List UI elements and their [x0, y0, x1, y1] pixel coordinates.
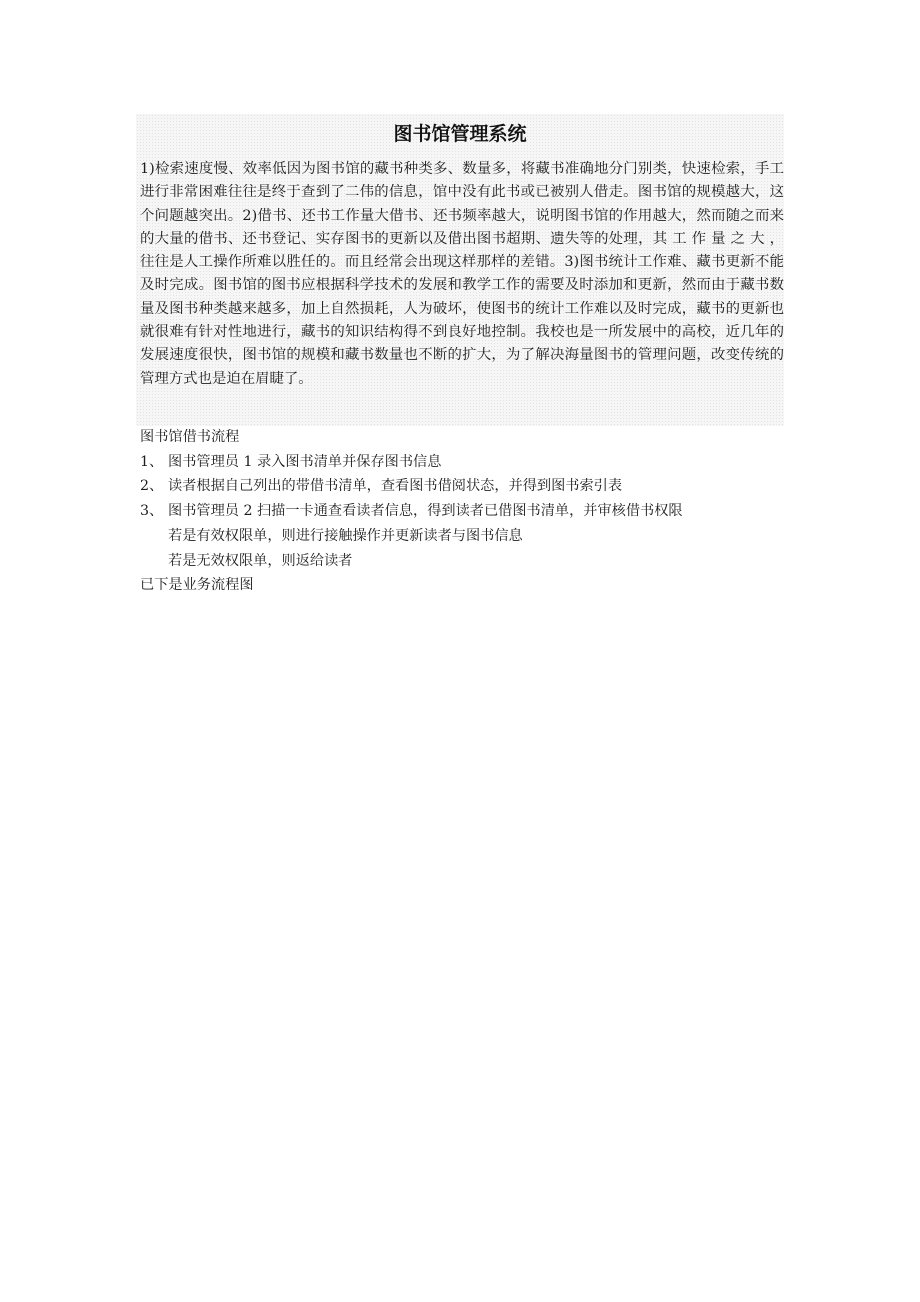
intro-paragraph: 1)检索速度慢、效率低因为图书馆的藏书种类多、数量多，将藏书准确地分门别类，快速检索，手工进行非常困难往往是终于查到了二伟的信息，馆中没有此书或已被别人借走。图书馆的规模越大，这个问题越突出。2)借书、还书工作量大借书、还书频率越大，说明图书馆的作用越大，然而随之而来的大量的借书、还书登记、实存图书的更新以及借出图书超期、遗失等的处理，其 工 作 量 之 大 ， 往往是人工操作所难以胜任的。而且经常会出现这样那样的差错。3)图书统计工作难、藏书更新不能及时完成。图书馆的图书应根据科学技术的发展和教学工作的需要及时添加和更新，然而由于藏书数量及图书种类越来越多，加上自然损耗，人为破坏，使图书的统计工作难以及时完成，藏书的更新也就很难有针对性地进行，藏书的知识结构得不到良好地控制。我校也是一所发展中的高校，近几年的发展速度很快，图书馆的规模和藏书数量也不断的扩大，为了解决海量图书的管理问题，改变传统的管理方式也是迫在眉睫了。	[140, 161, 784, 387]
step-text: 读者根据自己列出的带借书清单，查看图书借阅状态，并得到图书索引表	[168, 478, 623, 495]
flow-step-3	[140, 499, 784, 524]
sub-line-invalid: 若是无效权限单，则返给读者	[168, 552, 353, 569]
closing-line: 已下是业务流程图	[140, 577, 254, 594]
step-number: 3、	[140, 503, 164, 520]
flow-section	[140, 425, 784, 598]
step-text: 图书管理员 1 录入图书清单并保存图书信息	[168, 453, 442, 470]
step-number: 1、	[140, 453, 164, 470]
sub-line-valid: 若是有效权限单，则进行接触操作并更新读者与图书信息	[168, 527, 523, 544]
step-text: 图书管理员 2 扫描一卡通查看读者信息，得到读者已借图书清单，并审核借书权限	[168, 503, 683, 520]
flow-heading: 图书馆借书流程	[140, 429, 240, 445]
document-title: 图书馆管理系统	[393, 123, 527, 145]
flow-step-1	[140, 450, 784, 475]
step-number: 2、	[140, 478, 164, 495]
flow-step-2	[140, 474, 784, 499]
